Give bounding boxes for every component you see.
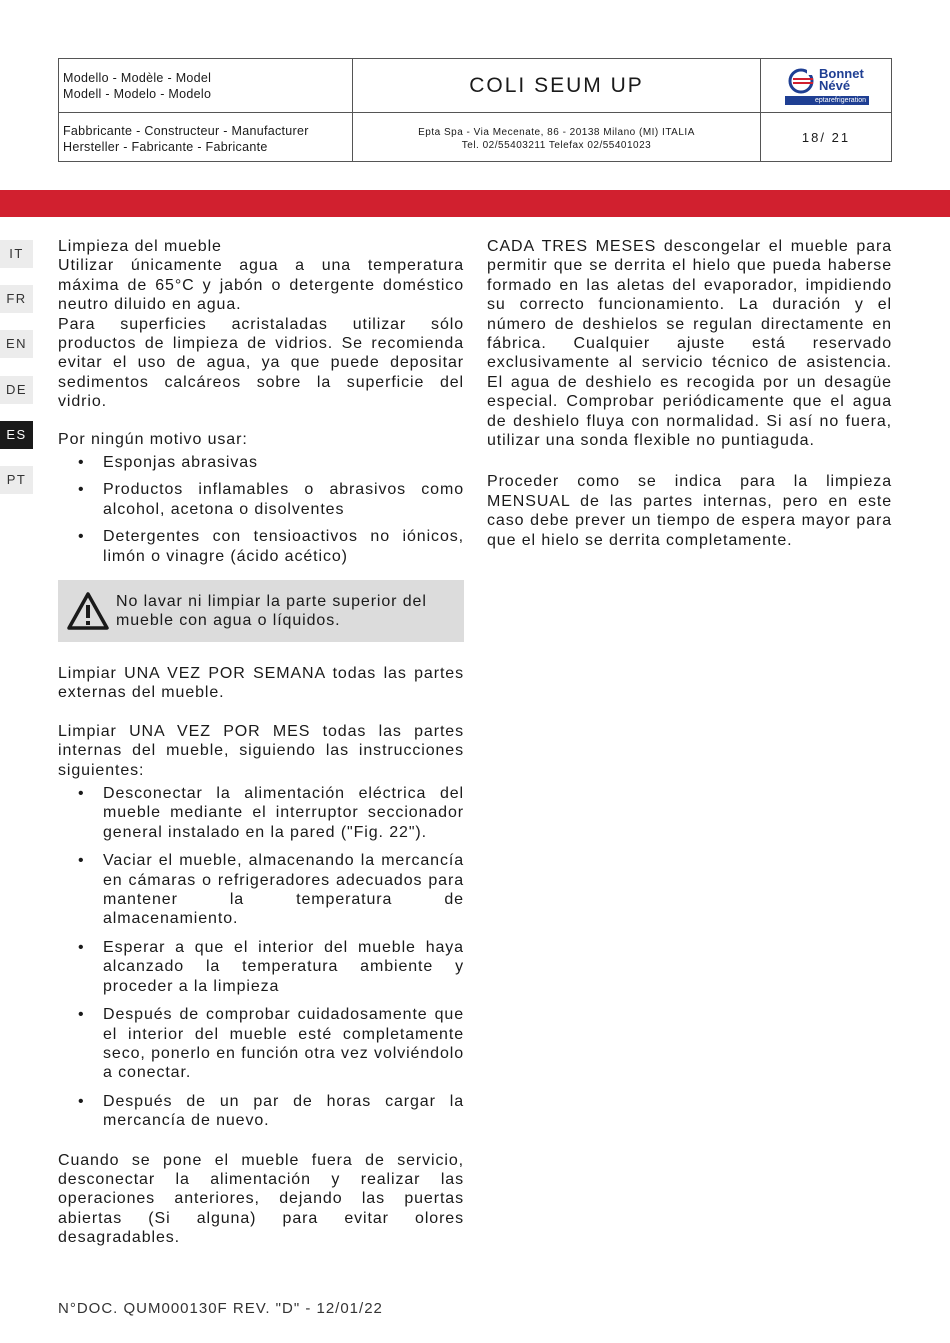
model-label-line: Modello - Modèle - Model (63, 71, 212, 85)
warning-text: No lavar ni limpiar la parte superior del mueble con agua o líquidos. (116, 593, 427, 630)
header-table (58, 58, 892, 162)
paragraph: Cuando se pone el mueble fuera de servicio, desconectar la alimentación y realizar las operaciones anteriores, dejando las puertas abiertas (Si alguna) para evitar olores desagradables. (58, 1151, 464, 1247)
manufacturer-label-line: Fabbricante - Constructeur - Manufacturer (63, 124, 309, 138)
list-item: • Después de un par de horas cargar la mercancía de nuevo. (58, 1092, 464, 1131)
model-label (63, 70, 211, 102)
right-column (487, 237, 892, 550)
logo-text: Névé (819, 78, 851, 93)
paragraph: Proceder como se indica para la limpieza MENSUAL de las partes internas, pero en este caso debe prever un tiempo de espera mayor para que el hielo se derrita completamente. (487, 473, 892, 549)
manufacturer-address (353, 126, 760, 152)
warning-triangle-icon (66, 591, 110, 631)
manufacturer-label (63, 123, 309, 155)
list-item: • Desconectar la alimentación eléctrica del mueble mediante el interruptor seccionador general instalado en la pared ("Fig. 22"). (58, 784, 464, 842)
paragraph: Para superficies acristaladas utilizar sólo productos de limpieza de vidrios. Se recomienda evitar el uso de agua, ya que puede depositar sedimentos calcáreos sobre la superficie del vidrio. (58, 315, 464, 411)
lang-tab-es[interactable]: ES (0, 421, 33, 449)
list-item: • Productos inflamables o abrasivos como alcohol, acetona o disolventes (58, 480, 464, 519)
address-line: Epta Spa - Via Mecenate, 86 - 20138 Milano (MI) ITALIA (418, 127, 695, 138)
lang-tab-pt[interactable]: PT (0, 466, 33, 494)
header-divider (59, 112, 891, 113)
list-item: • Esponjas abrasivas (58, 453, 464, 472)
logo-bar: eptarefrigeration (785, 96, 869, 105)
paragraph: Utilizar únicamente agua a una temperatura máxima de 65°C y jabón o detergente doméstico neutro diluido en agua. (58, 257, 464, 314)
list-item: • Esperar a que el interior del mueble haya alcanzado la temperatura ambiente y proceder a la limpieza (58, 938, 464, 996)
left-column (58, 237, 464, 566)
section-band (0, 190, 950, 217)
lang-tab-en[interactable]: EN (0, 330, 33, 358)
document-number: N°DOC. QUM000130F REV. "D" - 12/01/22 (58, 1300, 383, 1317)
logo-text: Bonnet (819, 66, 864, 81)
lang-tab-fr[interactable]: FR (0, 285, 33, 313)
page-number: 18/ 21 (801, 130, 851, 145)
lang-tab-de[interactable]: DE (0, 376, 33, 404)
paragraph: Por ningún motivo usar: (58, 430, 248, 448)
logo-mark-icon (787, 67, 817, 95)
paragraph: Limpiar UNA VEZ POR SEMANA todas las partes externas del mueble. (58, 665, 464, 702)
address-line: Tel. 02/55403211 Telefax 02/55401023 (461, 140, 652, 151)
lang-tab-it[interactable]: IT (0, 240, 33, 268)
brand-logo (761, 59, 891, 112)
model-label-line: Modell - Modelo - Modelo (63, 87, 212, 101)
bonnet-neve-logo (785, 65, 869, 105)
list-item: • Vaciar el mueble, almacenando la mercancía en cámaras o refrigeradores adecuados para mantener la temperatura de almacenamiento. (58, 851, 464, 929)
warning-box (58, 580, 464, 642)
model-name: COLI SEUM UP (469, 74, 644, 97)
manufacturer-label-line: Hersteller - Fabricante - Fabricante (63, 140, 268, 154)
section-heading: Limpieza del mueble (58, 238, 222, 255)
paragraph: Limpiar UNA VEZ POR MES todas las partes internas del mueble, siguiendo las instrucciones siguientes: (58, 722, 464, 779)
left-column-lower (58, 664, 464, 1248)
list-item: • Detergentes con tensioactivos no iónicos, limón o vinagre (ácido acético) (58, 527, 464, 566)
paragraph: CADA TRES MESES descongelar el mueble para permitir que se derrita el hielo que pueda haberse formado en las aletas del evaporador, impidiendo su correcto funcionamiento. La duración y el número de deshielos se regulan directamente en fábrica. Cualquier ajuste está reservado exclusivamente al servicio técnico de asistencia. El agua de deshielo es recogida por un desagüe especial. Comprobar periódicamente que el agua de deshielo fluya con normalidad. Si así no fuera, utilizar una sonda flexible no puntiaguda. (487, 238, 892, 450)
list-item: • Después de comprobar cuidadosamente que el interior del mueble esté completamente seco, ponerlo en función otra vez volviéndolo a conectar. (58, 1005, 464, 1083)
